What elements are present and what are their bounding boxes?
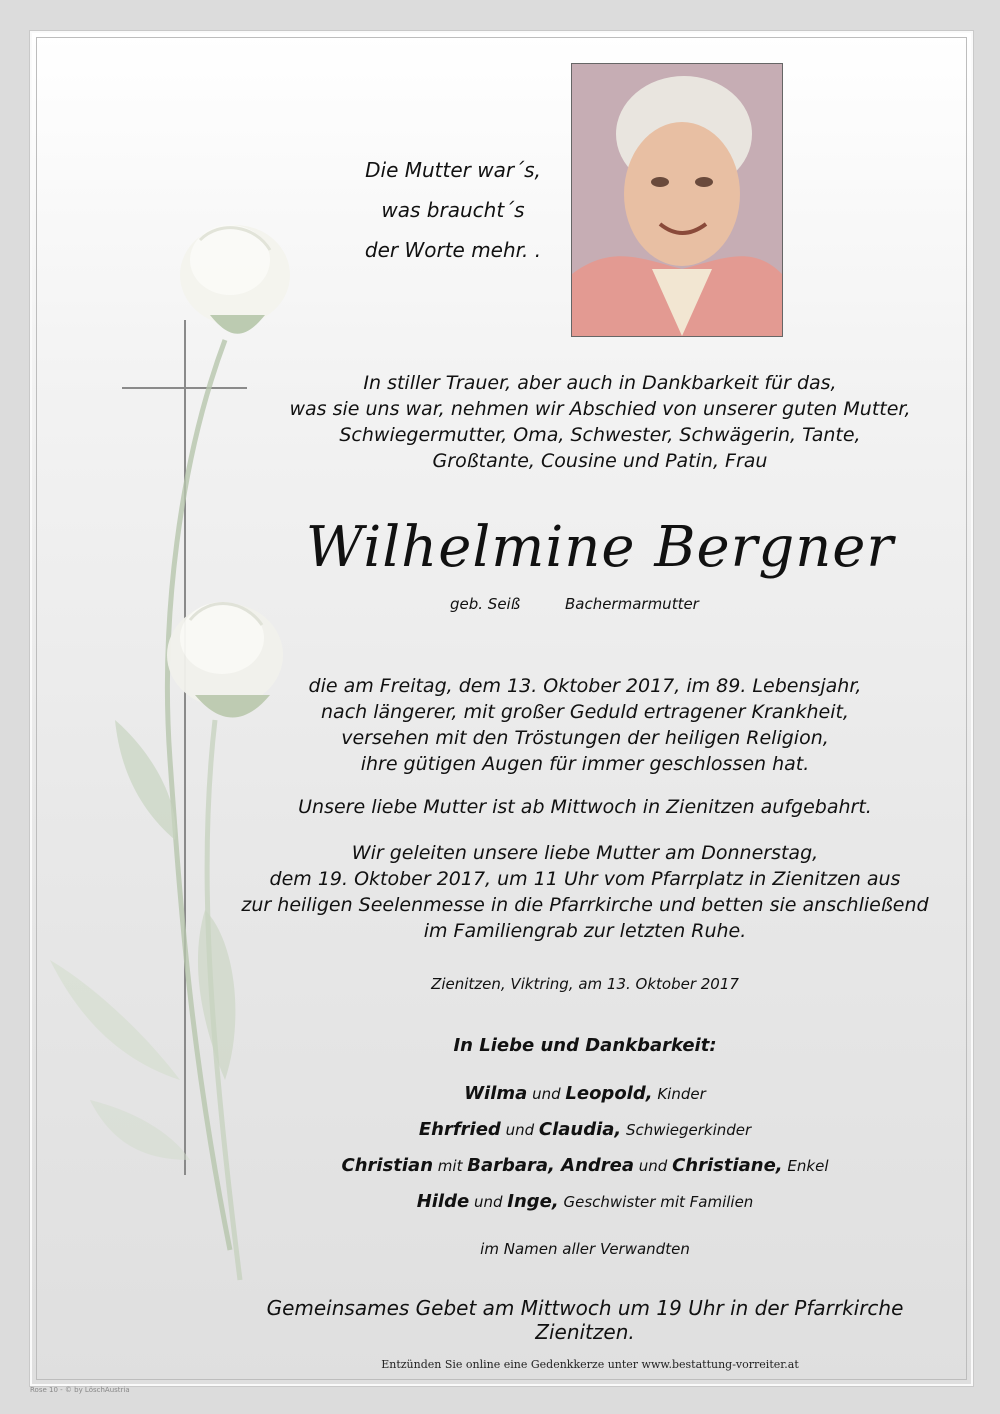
family-member-name: Inge, xyxy=(507,1191,559,1212)
death-notice-line: nach längerer, mit großer Geduld ertragener Krankheit, xyxy=(321,701,849,723)
family-member-name: Christiane, xyxy=(672,1155,783,1176)
family-member-name: Claudia, xyxy=(538,1119,622,1140)
family-relation-text: und xyxy=(469,1193,508,1211)
quote-line: Die Mutter war´s, xyxy=(365,158,541,182)
family-relation-text: mit xyxy=(433,1157,468,1175)
rose-top xyxy=(180,225,290,334)
family-member-name: Christian xyxy=(341,1155,434,1176)
rose-leaf xyxy=(50,960,180,1080)
place-date: Zienitzen, Viktring, am 13. Oktober 2017 xyxy=(431,975,739,993)
intro-line: was sie uns war, nehmen wir Abschied von unserer guten Mutter, xyxy=(289,398,911,420)
funeral-notice xyxy=(210,840,960,944)
death-notice xyxy=(210,673,960,777)
family-member-name: Wilma xyxy=(464,1083,528,1104)
family-row xyxy=(230,1083,940,1104)
intro-line: Großtante, Cousine und Patin, Frau xyxy=(432,450,768,472)
rose-leaf xyxy=(90,1100,190,1160)
funeral-line: im Familiengrab zur letzten Ruhe. xyxy=(423,920,747,942)
funeral-line: Wir geleiten unsere liebe Mutter am Donnerstag, xyxy=(351,842,819,864)
intro-text xyxy=(230,370,970,474)
death-notice-line: versehen mit den Tröstungen der heiligen Religion, xyxy=(341,727,829,749)
funeral-line: zur heiligen Seelenmesse in die Pfarrkirche und betten sie anschließend xyxy=(241,894,929,916)
family-relation-text: und xyxy=(500,1121,539,1139)
family-member-name: Leopold, xyxy=(565,1083,653,1104)
family-member-name: Hilde xyxy=(416,1191,470,1212)
family-relation-text: und xyxy=(527,1085,566,1103)
quote-line: was braucht´s xyxy=(381,198,525,222)
family-row xyxy=(230,1191,940,1212)
family-member-name: Ehrfried xyxy=(418,1119,501,1140)
death-notice-line: ihre gütigen Augen für immer geschlossen hat. xyxy=(360,753,810,775)
laid-out-notice: Unsere liebe Mutter ist ab Mittwoch in Zienitzen aufgebahrt. xyxy=(298,796,872,818)
quote xyxy=(340,150,566,270)
online-candle-link[interactable]: Entzünden Sie online eine Gedenkkerze unter www.bestattung-vorreiter.at xyxy=(381,1358,799,1371)
birth-name: geb. Seiß xyxy=(450,595,521,613)
death-notice-line: die am Freitag, dem 13. Oktober 2017, im 89. Lebensjahr, xyxy=(308,675,862,697)
deceased-subtitle xyxy=(450,595,739,613)
family-row xyxy=(230,1119,940,1140)
intro-line: In stiller Trauer, aber auch in Dankbarkeit für das, xyxy=(363,372,837,394)
family-title: In Liebe und Dankbarkeit: xyxy=(453,1035,717,1056)
family-relation-text: Enkel xyxy=(782,1157,829,1175)
relatives-note: im Namen aller Verwandten xyxy=(480,1240,690,1258)
family-row xyxy=(230,1155,940,1176)
deceased-name: Wilhelmine Bergner xyxy=(305,515,895,580)
family-relation-text: Geschwister mit Familien xyxy=(558,1193,754,1211)
family-member-name: Barbara, Andrea xyxy=(467,1155,634,1176)
portrait-photo xyxy=(571,63,783,337)
family-relation-text: Schwiegerkinder xyxy=(621,1121,752,1139)
image-credit: Rose 10 - © by LöschAustria xyxy=(30,1386,130,1394)
house-name: Bachermarmutter xyxy=(564,595,699,613)
prayer-notice: Gemeinsames Gebet am Mittwoch um 19 Uhr in der Pfarrkirche Zienitzen. xyxy=(266,1296,904,1344)
family-relation-text: und xyxy=(634,1157,673,1175)
portrait-image xyxy=(572,64,782,336)
funeral-line: dem 19. Oktober 2017, um 11 Uhr vom Pfarrplatz in Zienitzen aus xyxy=(269,868,901,890)
quote-line: der Worte mehr. . xyxy=(364,238,542,262)
family-relation-text: Kinder xyxy=(652,1085,706,1103)
intro-line: Schwiegermutter, Oma, Schwester, Schwägerin, Tante, xyxy=(339,424,861,446)
